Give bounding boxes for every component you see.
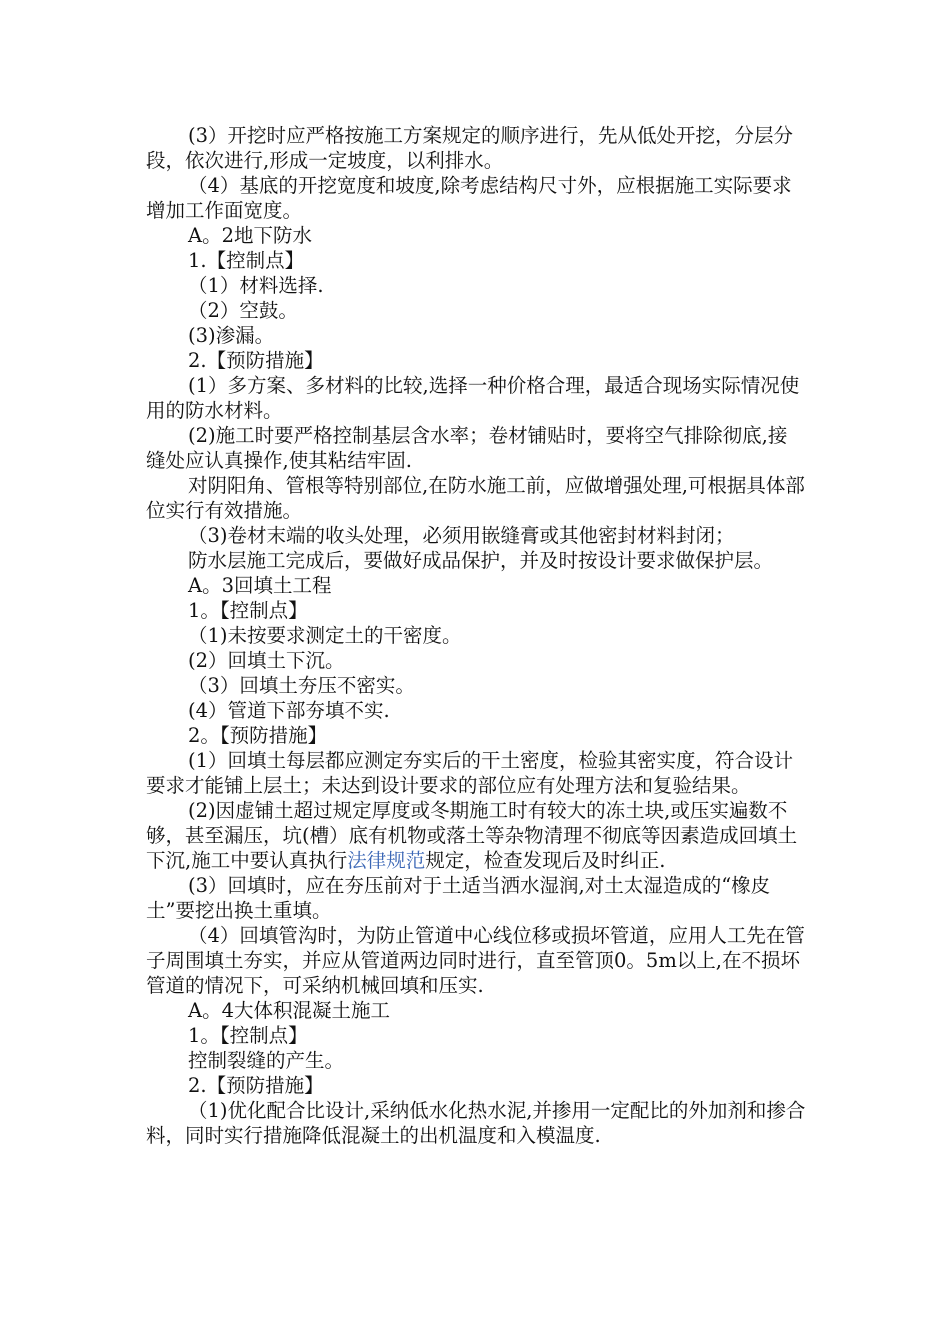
paragraph: 控制裂缝的产生。: [188, 1049, 345, 1072]
list-item: （1)未按要求测定土的干密度。: [188, 624, 462, 647]
paragraph-text-before-link: (2)因虚铺土超过规定厚度或冬期施工时有较大的冻土块,或压实遍数不够，甚至漏压，坑(槽）底有机物或落土等杂物清理不彻底等因素造成回填土下沉,施工中要认真执行: [146, 799, 798, 872]
paragraph: 对阴阳角、管根等特别部位,在防水施工前，应做增强处理,可根据具体部位实行有效措施。: [146, 474, 805, 522]
paragraph: 防水层施工完成后，要做好成品保护，并及时按设计要求做保护层。: [188, 549, 774, 572]
subsection-heading: 1。【控制点】: [188, 1024, 308, 1047]
subsection-heading: 1。【控制点】: [188, 599, 308, 622]
list-item: (3)渗漏。: [188, 324, 275, 347]
list-item: (2）回填土下沉。: [188, 649, 345, 672]
list-item: （3）回填土夯压不密实。: [188, 674, 415, 697]
paragraph: （4）回填管沟时，为防止管道中心线位移或损坏管道，应用人工先在管子周围填土夯实，并应从管道两边同时进行，直至管顶0。5m以上,在不损坏管道的情况下，可采纳机械回填和压实.: [146, 924, 805, 997]
paragraph: （4）基底的开挖宽度和坡度,除考虑结构尺寸外，应根据施工实际要求增加工作面宽度。: [146, 174, 792, 222]
section-heading: A。3回填土工程: [188, 574, 332, 597]
law-regulation-link[interactable]: 法律规范: [347, 849, 426, 872]
paragraph: (1）多方案、多材料的比较,选择一种价格合理，最适合现场实际情况使用的防水材料。: [146, 374, 800, 422]
section-heading: A。4大体积混凝土施工: [188, 999, 390, 1022]
paragraph: (3）回填时，应在夯压前对于土适当洒水湿润,对土太湿造成的“橡皮土”要挖出换土重填。: [146, 874, 771, 922]
subsection-heading: 1.【控制点】: [188, 249, 305, 272]
paragraph: (1）回填土每层都应测定夯实后的干土密度，检验其密实度，符合设计要求才能铺上层土；未达到设计要求的部位应有处理方法和复验结果。: [146, 749, 794, 797]
list-item: （2）空鼓。: [188, 299, 298, 322]
paragraph: （3)卷材末端的收头处理，必须用嵌缝膏或其他密封材料封闭；: [188, 524, 735, 547]
document-body: [146, 123, 806, 1148]
subsection-heading: 2.【预防措施】: [188, 1074, 324, 1097]
subsection-heading: 2.【预防措施】: [188, 349, 324, 372]
paragraph-text-after-link: 规定，检查发现后及时纠正.: [425, 849, 666, 872]
paragraph: （1)优化配合比设计,采纳低水化热水泥,并掺用一定配比的外加剂和掺合料，同时实行措施降低混凝土的出机温度和入模温度.: [146, 1099, 806, 1147]
paragraph-with-link: [146, 798, 806, 873]
subsection-heading: 2。【预防措施】: [188, 724, 328, 747]
section-heading: A。2地下防水: [188, 224, 312, 247]
list-item: (4）管道下部夯填不实.: [188, 699, 390, 722]
list-item: （1）材料选择.: [188, 274, 324, 297]
paragraph: (3）开挖时应严格按施工方案规定的顺序进行，先从低处开挖，分层分段，依次进行,形成一定坡度，以利排水。: [146, 124, 794, 172]
paragraph: (2)施工时要严格控制基层含水率；卷材铺贴时，要将空气排除彻底,接缝处应认真操作,使其粘结牢固.: [146, 424, 788, 472]
